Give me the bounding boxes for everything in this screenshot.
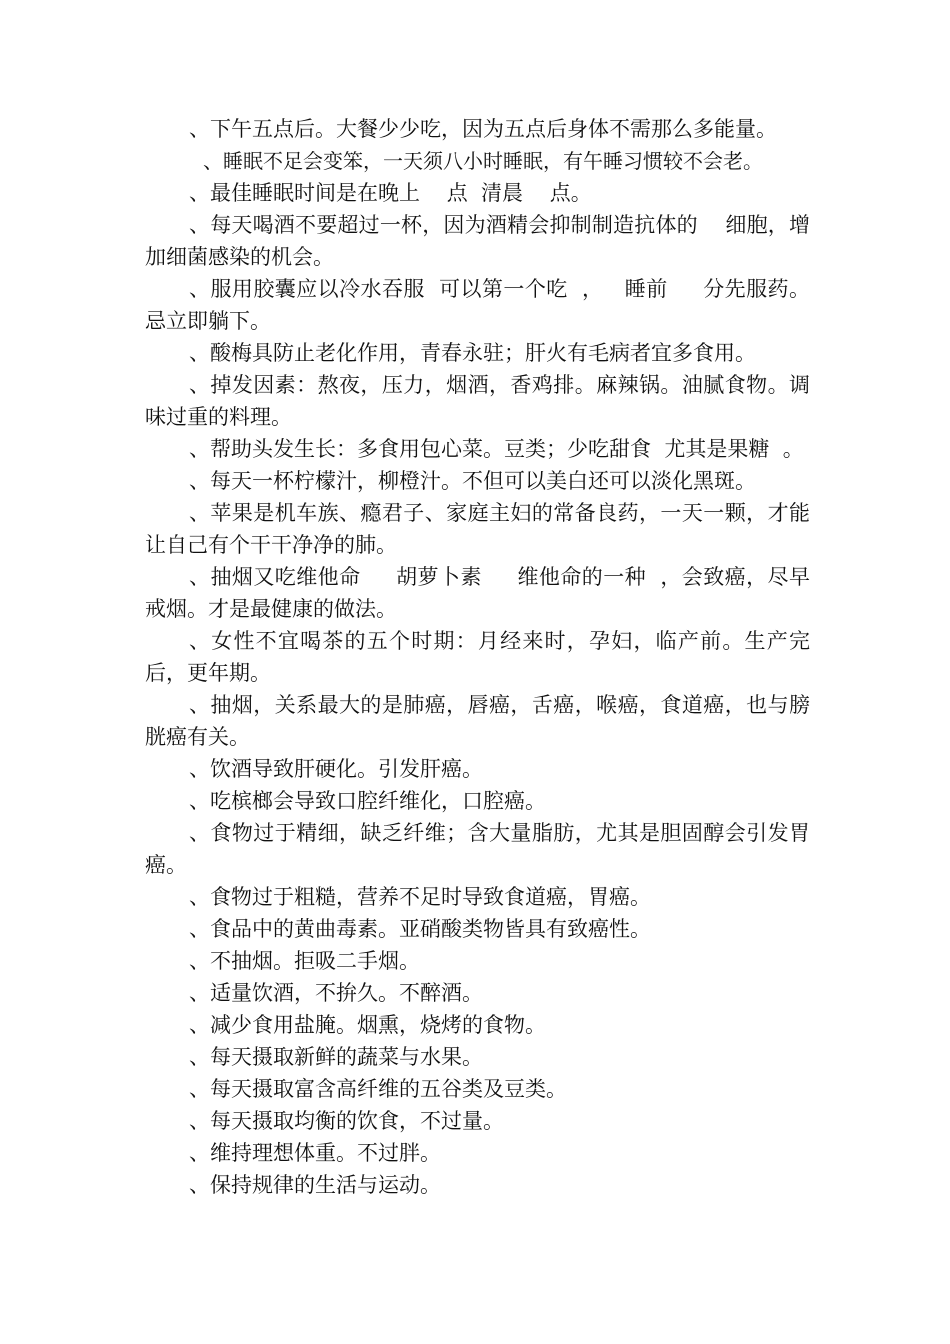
paragraph-1: 、下午五点后。大餐少少吃，因为五点后身体不需那么多能量。 — [189, 117, 777, 141]
paragraph-21: 、减少食用盐腌。烟熏，烧烤的食物。 — [189, 1013, 546, 1037]
paragraph-2: 、睡眠不足会变笨，一天须八小时睡眠，有午睡习惯较不会老。 — [203, 149, 763, 173]
paragraph-12: 、女性不宜喝茶的五个时期：月经来时，孕妇，临产前。生产完后，更年期。 — [145, 629, 810, 685]
paragraph-24: 、每天摄取均衡的饮食，不过量。 — [189, 1109, 504, 1133]
paragraph-17: 、食物过于粗糙，营养不足时导致食道癌，胃癌。 — [189, 885, 651, 909]
paragraph-25: 、维持理想体重。不过胖。 — [189, 1141, 441, 1165]
paragraph-9: 、每天一杯柠檬汁，柳橙汁。不但可以美白还可以淡化黑斑。 — [189, 469, 756, 493]
paragraph-18: 、食品中的黄曲毒素。亚硝酸类物皆具有致癌性。 — [189, 917, 651, 941]
paragraph-3: 、最佳睡眠时间是在晚上 点 清晨 点。 — [189, 181, 592, 205]
paragraph-16: 、食物过于精细，缺乏纤维；含大量脂肪，尤其是胆固醇会引发胃癌。 — [145, 821, 810, 877]
paragraph-13: 、抽烟，关系最大的是肺癌，唇癌，舌癌，喉癌，食道癌，也与膀胱癌有关。 — [145, 693, 810, 749]
paragraph-20: 、适量饮酒，不拚久。不醉酒。 — [189, 981, 483, 1005]
paragraph-19: 、不抽烟。拒吸二手烟。 — [189, 949, 420, 973]
document-body — [145, 113, 810, 1201]
paragraph-15: 、吃槟榔会导致口腔纤维化，口腔癌。 — [189, 789, 546, 813]
paragraph-11: 、抽烟又吃维他命 胡萝卜素 维他命的一种 ，会致癌，尽早戒烟。才是最健康的做法。 — [145, 565, 810, 621]
paragraph-22: 、每天摄取新鲜的蔬菜与水果。 — [189, 1045, 483, 1069]
paragraph-5: 、服用胶囊应以冷水吞服 可以第一个吃 ， 睡前 分先服药。忌立即躺下。 — [145, 277, 810, 333]
paragraph-26: 、保持规律的生活与运动。 — [189, 1173, 441, 1197]
paragraph-8: 、帮助头发生长：多食用包心菜。豆类；少吃甜食 尤其是果糖 。 — [189, 437, 804, 461]
paragraph-10: 、苹果是机车族、瘾君子、家庭主妇的常备良药，一天一颗，才能让自己有个干干净净的肺。 — [145, 501, 810, 557]
paragraph-7: 、掉发因素：熬夜，压力，烟酒，香鸡排。麻辣锅。油腻食物。调味过重的料理。 — [145, 373, 810, 429]
paragraph-6: 、酸梅具防止老化作用，青春永驻；肝火有毛病者宜多食用。 — [189, 341, 756, 365]
paragraph-14: 、饮酒导致肝硬化。引发肝癌。 — [189, 757, 483, 781]
paragraph-23: 、每天摄取富含高纤维的五谷类及豆类。 — [189, 1077, 567, 1101]
paragraph-4: 、每天喝酒不要超过一杯，因为酒精会抑制制造抗体的 细胞，增加细菌感染的机会。 — [145, 213, 810, 269]
